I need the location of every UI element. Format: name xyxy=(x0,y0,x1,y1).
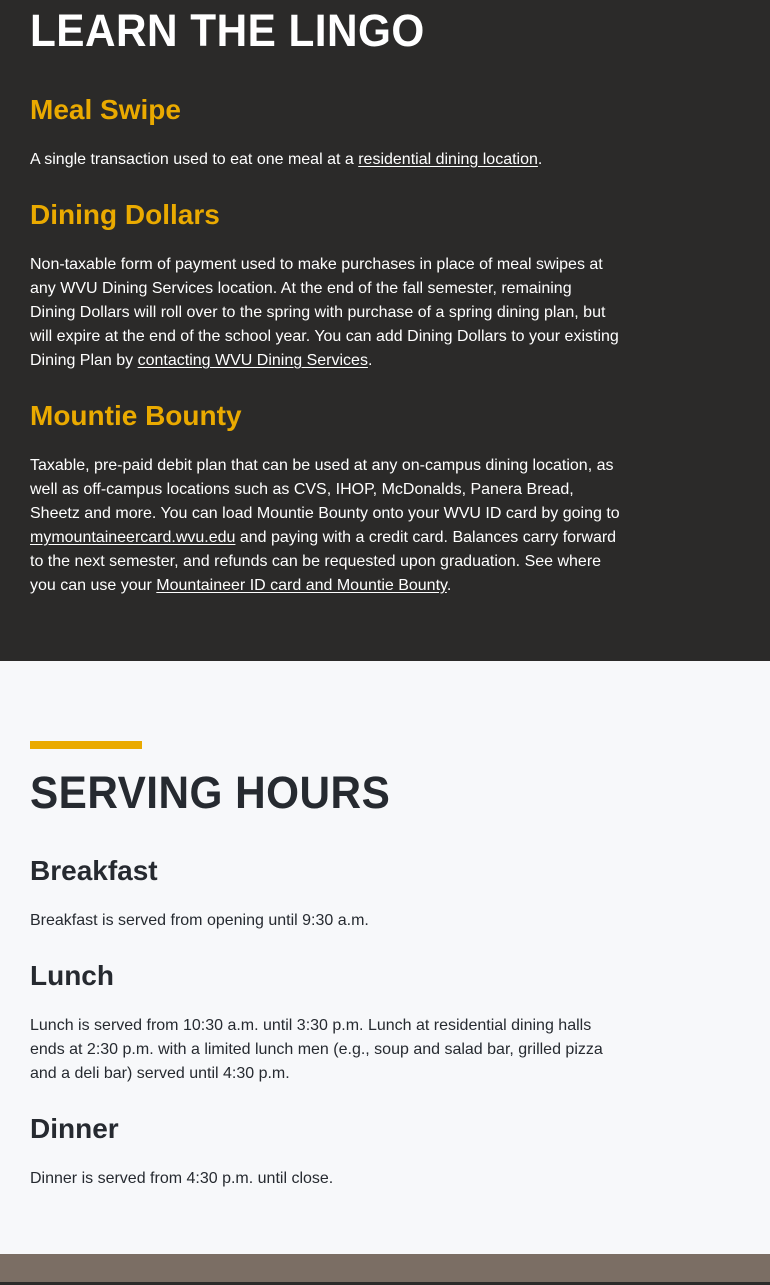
mymountaineercard-link[interactable]: mymountaineercard.wvu.edu xyxy=(30,529,236,546)
lunch-description: Lunch is served from 10:30 a.m. until 3:30 p.m. Lunch at residential dining halls ends at 2:30 p.m. with a limited lunch men (e.g., soup and salad bar, grilled pizza and a deli bar) served until 4:30 p.m. xyxy=(30,1017,603,1082)
breakfast-description: Breakfast is served from opening until 9:30 a.m. xyxy=(30,912,369,929)
contacting-dining-services-link[interactable]: contacting WVU Dining Services xyxy=(137,352,368,369)
breakfast-heading: Breakfast xyxy=(30,855,158,886)
dining-dollars-description: Non-taxable form of payment used to make purchases in place of meal swipes at any WVU Dining Services location. At the end of the fall semester, remaining Dining Dollars will roll over to the spring with purchase of a spring dining plan, but will expire at the end of the school year. You can add Dining Dollars to your existing Dining Plan by contacting WVU Dining Services. xyxy=(30,256,619,369)
dinner-heading: Dinner xyxy=(30,1113,119,1144)
mountaineer-id-card-link[interactable]: Mountaineer ID card and Mountie Bounty xyxy=(156,577,447,594)
meal-swipe-heading: Meal Swipe xyxy=(30,94,181,125)
serving-hours-title: SERVING HOURS xyxy=(30,767,391,818)
lunch-heading: Lunch xyxy=(30,960,114,991)
residential-dining-location-link[interactable]: residential dining location xyxy=(358,151,538,168)
lingo-title: LEARN THE LINGO xyxy=(30,5,425,56)
dinner-description: Dinner is served from 4:30 p.m. until close. xyxy=(30,1170,334,1187)
footer-strip xyxy=(0,1254,770,1285)
mountie-bounty-heading: Mountie Bounty xyxy=(30,400,242,431)
accent-bar xyxy=(30,741,142,749)
mountie-bounty-description: Taxable, pre-paid debit plan that can be used at any on-campus dining location, as well as off-campus locations such as CVS, IHOP, McDonalds, Panera Bread, Sheetz and more. You can load Mountie Bounty onto your WVU ID card by going to mymountaineercard.wvu.edu and paying with a credit card. Balances carry forward to the next semester, and refunds can be requested upon graduation. See where you can use your Mountaineer ID card and Mountie Bounty. xyxy=(30,457,620,594)
dining-dollars-heading: Dining Dollars xyxy=(30,199,220,230)
meal-swipe-description: A single transaction used to eat one meal at a residential dining location. xyxy=(30,151,543,168)
serving-hours-section xyxy=(0,661,770,1254)
